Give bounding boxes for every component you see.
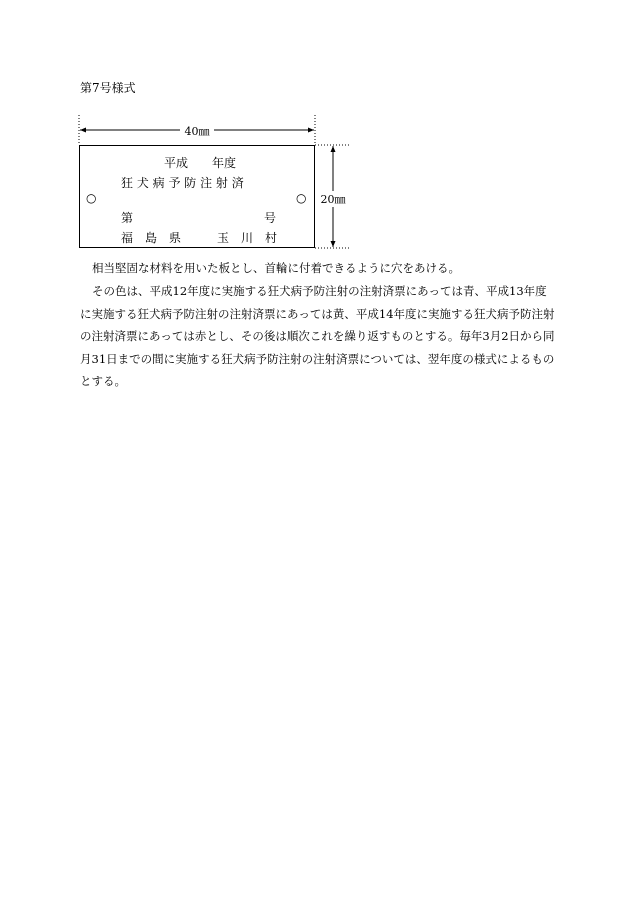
width-label: 40㎜	[180, 123, 214, 139]
paragraph-color-rule: その色は、平成12年度に実施する狂犬病予防注射の注射済票にあっては青、平成13年度に実施する狂犬病予防注射の注射済票にあっては黄、平成14年度に実施する狂犬病予防注射の注射済票にあっては赤とし、その後は順次これを繰り返すものとする。毎年3月2日から同月31日までの間に実施する狂犬病予防注射の注射済票については、翌年度の様式によるものとする。	[80, 284, 555, 388]
plate-prefecture: 福 島 県	[121, 231, 182, 245]
plate-village: 玉 川 村	[217, 231, 278, 245]
width-arrow-right	[308, 128, 314, 133]
height-arrow-bottom	[331, 241, 336, 247]
plate-heading: 狂 犬 病 予 防 注 射 済	[121, 176, 244, 190]
plate-era-line: 平成 年度	[164, 156, 237, 170]
left-hole-icon: ○	[86, 191, 97, 205]
right-hole-icon: ○	[296, 191, 307, 205]
paragraph-material: 相当堅固な材料を用いた板とし、首輪に付着できるように穴をあける。	[92, 261, 460, 275]
height-arrow-top	[331, 146, 336, 152]
form-title: 第7号様式	[80, 81, 136, 95]
width-arrow-left	[80, 128, 86, 133]
height-label: 20㎜	[318, 191, 348, 207]
plate-number-prefix: 第	[121, 211, 134, 225]
plate-number-suffix: 号	[264, 211, 277, 225]
tag-plate	[79, 145, 315, 248]
